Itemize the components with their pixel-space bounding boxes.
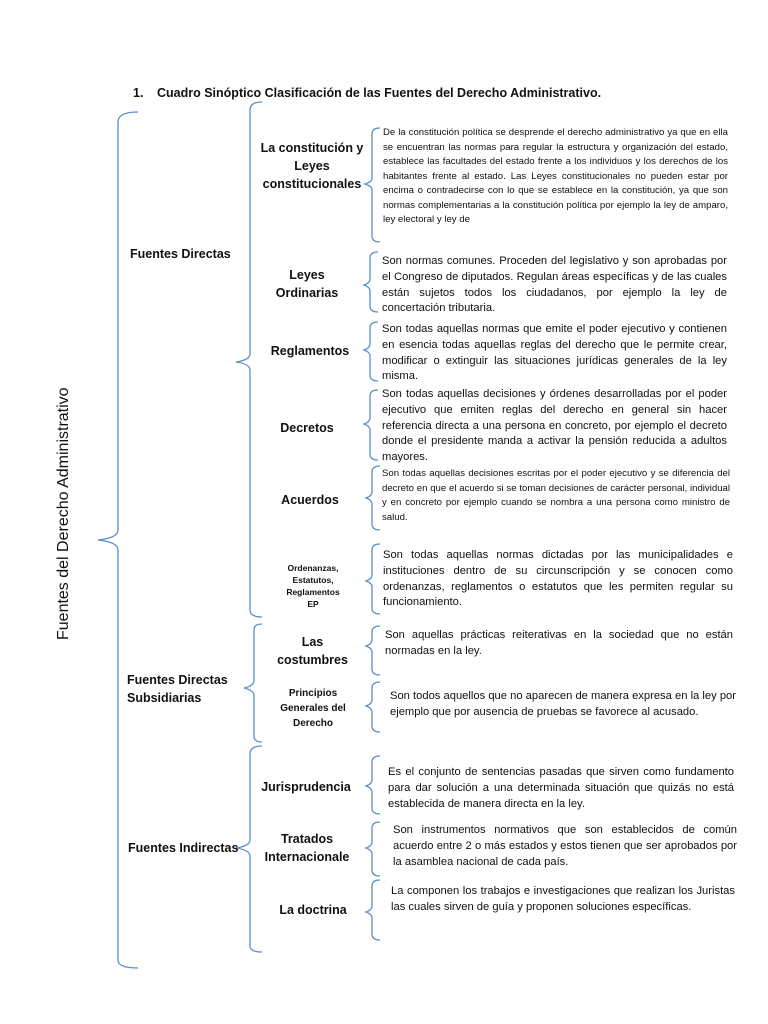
item-label-doctrina: La doctrina (279, 903, 347, 917)
brace-fuentes-subsidiarias (244, 624, 262, 742)
category-fuentes-directas: Fuentes Directas (130, 247, 231, 261)
desc-jurisprudencia: Es el conjunto de sentencias pasadas que sirven como fundamento para dar solución a una determinada situación que quizás no está establecida de manera directa en la ley. (388, 766, 734, 810)
desc-decretos: Son todas aquellas decisiones y órdenes desarrolladas por el poder ejecutivo que emiten reglas del derecho en general sin hacer referencia directa a una persona en concreto, por ejemplo el decreto donde el presidente manda a activar la pensión reducida a adultos mayores. (382, 388, 727, 464)
title-number: 1. (133, 86, 144, 100)
item-label-tratados: Tratados Internacionale (264, 832, 350, 864)
brace-desc-decretos (364, 390, 378, 460)
item-label-acuerdos: Acuerdos (281, 493, 339, 507)
brace-desc-reglamentos (364, 322, 378, 381)
brace-desc-leyes (364, 252, 378, 312)
item-label-leyes-ordinarias: Leyes Ordinarias (275, 268, 339, 300)
desc-tratados: Son instrumentos normativos que son establecidos de común acuerdo entre 2 o más estados y estos tienen que ser aprobados por la asamblea nacional de cada país. (393, 824, 737, 868)
item-label-principios: Principios Generales del Derecho (280, 688, 346, 729)
brace-desc-constitucion (365, 128, 380, 242)
brace-desc-tratados (366, 822, 380, 876)
item-label-decretos: Decretos (280, 421, 334, 435)
desc-principios: Son todos aquellos que no aparecen de manera expresa en la ley por ejemplo que por ausencia de pruebas se favorece al acusado. (390, 690, 736, 718)
title-text: Cuadro Sinóptico Clasificación de las Fuentes del Derecho Administrativo. (157, 86, 602, 100)
desc-doctrina: La componen los trabajos e investigaciones que realizan los Juristas las cuales sirven de guía y proponen soluciones específicas. (391, 885, 735, 913)
item-label-ordenanzas: Ordenanzas, Estatutos, Reglamentos EP (286, 563, 340, 609)
brace-desc-ordenanzas (366, 544, 380, 614)
desc-reglamentos: Son todas aquellas normas que emite el poder ejecutivo y contienen en esencia todas aquellas reglas del derecho que le permite crear, modificar o extinguir las situaciones jurídicas generales de la ley misma. (382, 323, 727, 383)
item-label-reglamentos: Reglamentos (270, 344, 350, 358)
brace-desc-jurisprudencia (366, 756, 380, 814)
desc-ordenanzas: Son todas aquellas normas dictadas por las municipalidades e instituciones dentro de su circunscripción y se conocen como ordenanzas, reglamentos o estatutos que les permiten regular su funcionamiento. (383, 549, 733, 609)
desc-leyes-ordinarias: Son normas comunes. Proceden del legislativo y son aprobadas por el Congreso de diputados. Regulan áreas específicas y de las cuales están sujetos todos los ciudadanos, por ejemplo la ley de concertación tributaria. (382, 255, 727, 315)
brace-desc-principios (366, 682, 380, 732)
desc-constitucion: De la constitución política se desprende el derecho administrativo ya que en ella se encuentran las normas para regular la estructura y organización del estado, establece las facultades del estado frente a los individuos y los derechos de los habitantes frente al estado. Las Leyes constitucionales no pueden estar por encima o contradecirse con lo que se establece en la constitución, ya que son normas complementarias a la constitución política por ejemplo la ley de amparo, ley electoral y ley de (383, 127, 728, 225)
item-label-jurisprudencia: Jurisprudencia (261, 780, 351, 794)
desc-costumbres: Son aquellas prácticas reiterativas en la sociedad que no están normadas en la ley. (385, 629, 733, 657)
desc-acuerdos: Son todas aquellas decisiones escritas por el poder ejecutivo y se diferencia del decreto en que el acuerdo si se toman decisiones de carácter personal, individual y en concreto por ejemplo cuando se nombra a una persona como ministro de salud. (382, 468, 730, 523)
item-label-costumbres: Las costumbres (277, 635, 348, 667)
brace-desc-costumbres (366, 626, 380, 675)
root-label-text: Fuentes del Derecho Administrativo (55, 387, 72, 640)
category-fuentes-subsidiarias: Fuentes Directas Subsidiarias (127, 673, 228, 705)
brace-desc-doctrina (366, 880, 380, 940)
item-label-constitucion: La constitución y Leyes constitucionales (260, 141, 364, 191)
category-fuentes-indirectas: Fuentes Indirectas (128, 841, 239, 855)
brace-desc-acuerdos (366, 466, 380, 530)
